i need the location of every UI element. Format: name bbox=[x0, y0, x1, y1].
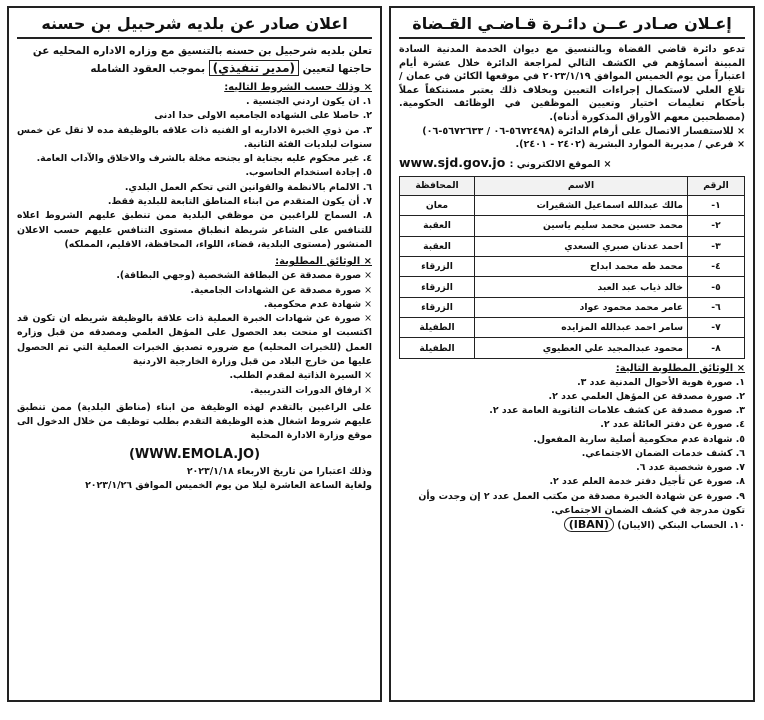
judiciary-title: إعـلان صـادر عــن دائـرة قـاضـي القـضاة bbox=[399, 14, 745, 39]
table-row bbox=[400, 216, 745, 236]
row-governorate: الزرقاء bbox=[400, 256, 475, 276]
judiciary-docs-title: × الوثائق المطلوبة التالية: bbox=[615, 362, 745, 374]
header-governorate: المحافظة bbox=[400, 176, 475, 195]
header-number: الرقم bbox=[688, 176, 745, 195]
list-item: ٤. غير محكوم عليه بجناية او بجنحه مخلة بالشرف والاخلاق والآداب العامة. bbox=[36, 153, 372, 165]
list-item: ٩. صورة عن شهادة الخبرة مصدقة من مكتب العمل عدد ٢ إن وجدت وأن تكون مدرجة في كشف الضمان الاجتماعي. bbox=[418, 490, 745, 516]
conditions-list bbox=[17, 95, 372, 252]
list-item: ٨. السماح للراغبين من موظفي البلدية ممن تنطبق عليهم الشروط اعلاه للتنافس على الشاغر شريطة انطباق مستوى التنافس عليهم حسب الاعلان المنشور (مستوى البلدية، قضاء، اللواء، المحافظة، الاقليم، المملكه) bbox=[17, 210, 372, 250]
period-start: وذلك اعتبارا من تاريخ الاربعاء ٢٠٢٣/١/١٨ bbox=[186, 465, 372, 477]
list-item: ٦. كشف خدمات الضمان الاجتماعي. bbox=[581, 447, 745, 459]
row-number: ٣- bbox=[688, 236, 745, 256]
list-item: ٢. صورة مصدقة عن المؤهل العلمي عدد ٢. bbox=[548, 391, 745, 403]
judiciary-contact: × للاستفسار الاتصال على أرقام الدائرة (٥٦٧٢٤٩٨-٠٦ / ٥٦٧٢٦٣٣-٠٦) bbox=[422, 125, 745, 137]
table-row bbox=[400, 256, 745, 276]
table-row bbox=[400, 318, 745, 338]
row-number: ٢- bbox=[688, 216, 745, 236]
candidates-header-row bbox=[400, 176, 745, 195]
row-name: محمد طه محمد ابداح bbox=[475, 256, 688, 276]
list-item: × صورة مصدقة عن الشهادات الجامعية. bbox=[17, 284, 372, 298]
list-item: ٤. صورة عن دفتر العائلة عدد ٢. bbox=[600, 419, 745, 431]
row-governorate: العقبة bbox=[400, 216, 475, 236]
row-number: ٧- bbox=[688, 318, 745, 338]
row-name: محمد حسين محمد سليم ياسين bbox=[475, 216, 688, 236]
list-item: ١. ان يكون اردني الجنسية . bbox=[245, 96, 372, 107]
municipality-closing: على الراغبين بالتقدم لهذه الوظيفة من ابناء (مناطق البلدية) ممن تنطبق عليهم شروط اشغال هذه الوظيفة التقدم بطلب توظيف من خلال الدخول الى موقع وزارة الادارة المحلية bbox=[17, 401, 372, 441]
judiciary-website-line bbox=[399, 155, 745, 170]
judiciary-intro: تدعو دائرة قاضي القضاة وبالتنسيق مع ديوان الخدمة المدنية السادة المبينة أسماؤهم في الكشف التالي لمراجعة الدائرة خلال عشرة أيام اعتباراً من يوم الخميس الموافق ٢٠٢٣/١/١٩ في موقعها الكائن في عمان / تلاع العلي لاستكمال إجراءات التعيين وبخلاف ذلك يعتبر مستنكفاً عملاً بأحكام تعليمات اختيار وتعيين الموظفين في الوظائف الحكومية. (مصطحبين معهم الأوراق المذكورة أدناه). bbox=[399, 44, 746, 123]
municipality-website[interactable]: (WWW.EMOLA.JO) bbox=[128, 446, 261, 462]
list-item: ٨. صورة عن تأجيل دفتر خدمة العلم عدد ٢. bbox=[549, 476, 745, 488]
row-governorate: الزرقاء bbox=[400, 277, 475, 297]
municipality-title: اعلان صادر عن بلديه شرحبيل بن حسنه bbox=[17, 14, 372, 39]
row-number: ٦- bbox=[688, 297, 745, 317]
iban-badge: (IBAN) bbox=[564, 517, 614, 532]
row-name: خالد ذياب عبد العبد bbox=[475, 277, 688, 297]
candidates-table bbox=[399, 176, 745, 359]
row-governorate: الطفيلة bbox=[400, 338, 475, 358]
row-governorate: معان bbox=[400, 195, 475, 215]
row-name: مالك عبدالله اسماعيل الشقيرات bbox=[475, 195, 688, 215]
list-item: ٦. الالمام بالانظمة والقوانين التي تحكم العمل البلدي. bbox=[124, 181, 372, 193]
row-name: سامر احمد عبدالله المزايده bbox=[475, 318, 688, 338]
row-number: ٥- bbox=[688, 277, 745, 297]
list-item: × السيرة الذاتية لمقدم الطلب. bbox=[17, 369, 372, 383]
list-item bbox=[399, 518, 745, 533]
list-item: ٥. شهادة عدم محكومية أصلية سارية المفعول. bbox=[533, 433, 745, 445]
list-item: × صورة عن شهادات الخبرة العملية ذات علاقة بالوظيفة شريطه ان تكون قد اكتسبت او منحت بعد الحصول على المؤهل العلمي ومصدقه من قبل وزاره العمل (للخبرات المحليه) مع ضروره تصديق الخبرات العملية التي تم الحصول عليها من خارج البلاد من قبل وزارة الخارجية الاردنية bbox=[17, 312, 372, 369]
list-item: × ارفاق الدورات التدريبية. bbox=[17, 384, 372, 398]
row-governorate: الزرقاء bbox=[400, 297, 475, 317]
judiciary-announcement bbox=[389, 6, 755, 702]
table-row bbox=[400, 195, 745, 215]
row-name: محمود عبدالمجيد علي العطيوي bbox=[475, 338, 688, 358]
judiciary-docs-list bbox=[399, 376, 745, 533]
list-item: ٥. إجادة استخدام الحاسوب. bbox=[245, 167, 372, 179]
municipality-announcement bbox=[7, 6, 382, 702]
list-item: ٣. من ذوي الخبرة الاداريه او الفنيه ذات علاقه بالوظيفة مده لا تقل عن خمس سنوات لبلديات الفئة الثانية. bbox=[17, 124, 372, 150]
row-name: عامر محمد محمود عواد bbox=[475, 297, 688, 317]
list-item: ٧. أن يكون المتقدم من ابناء المناطق التابعة للبلدية فقط. bbox=[107, 196, 372, 208]
row-governorate: العقبة bbox=[400, 236, 475, 256]
table-row bbox=[400, 297, 745, 317]
list-item: × شهادة عدم محكومية. bbox=[17, 298, 372, 312]
period-end: ولغاية الساعة العاشرة ليلا من يوم الخميس الموافق ٢٠٢٣/١/٢٦ bbox=[85, 479, 372, 491]
judiciary-website[interactable]: www.sjd.gov.jo bbox=[399, 154, 506, 170]
table-row bbox=[400, 338, 745, 358]
row-number: ٨- bbox=[688, 338, 745, 358]
judiciary-website-label: × الموقع الالكتروني : bbox=[509, 158, 612, 170]
row-number: ٤- bbox=[688, 256, 745, 276]
table-row bbox=[400, 277, 745, 297]
job-title-badge: (مدير تنفيذي) bbox=[209, 60, 299, 76]
table-row bbox=[400, 236, 745, 256]
header-name: الاسم bbox=[475, 176, 688, 195]
list-item: ٧. صورة شخصية عدد ٦. bbox=[636, 462, 745, 474]
list-item: × صورة مصدقة عن البطاقة الشخصية (وجهي البطاقة). bbox=[17, 269, 372, 283]
row-number: ١- bbox=[688, 195, 745, 215]
list-item: ٣. صورة مصدقة عن كشف علامات الثانوية العامة عدد ٢. bbox=[489, 405, 745, 417]
row-name: احمد عدنان صبري السعدي bbox=[475, 236, 688, 256]
conditions-title: × وذلك حسب الشروط التاليه: bbox=[224, 82, 372, 93]
judiciary-branch: × فرعي / مديرية الموارد البشرية (٢٤٠٢ - ٢٤٠١). bbox=[515, 139, 745, 151]
list-item: ٢. حاصلا على الشهاده الجامعيه الاولى حدا ادنى bbox=[154, 110, 372, 122]
iban-label: ١٠. الحساب البنكي (الايبان) bbox=[617, 519, 745, 531]
municipality-docs-title: × الوثائق المطلوبة: bbox=[275, 256, 372, 268]
municipality-docs-list bbox=[17, 269, 372, 398]
municipality-intro: تعلن بلديه شرحبيل بن حسنه بالتنسيق مع وزاره الاداره المحليه عن حاجتها لتعيين (مدير تنفيذي) بموجب العقود الشامله bbox=[32, 45, 372, 75]
list-item: ١. صورة هوية الأحوال المدنية عدد ٣. bbox=[577, 376, 745, 388]
row-governorate: الطفيلة bbox=[400, 318, 475, 338]
